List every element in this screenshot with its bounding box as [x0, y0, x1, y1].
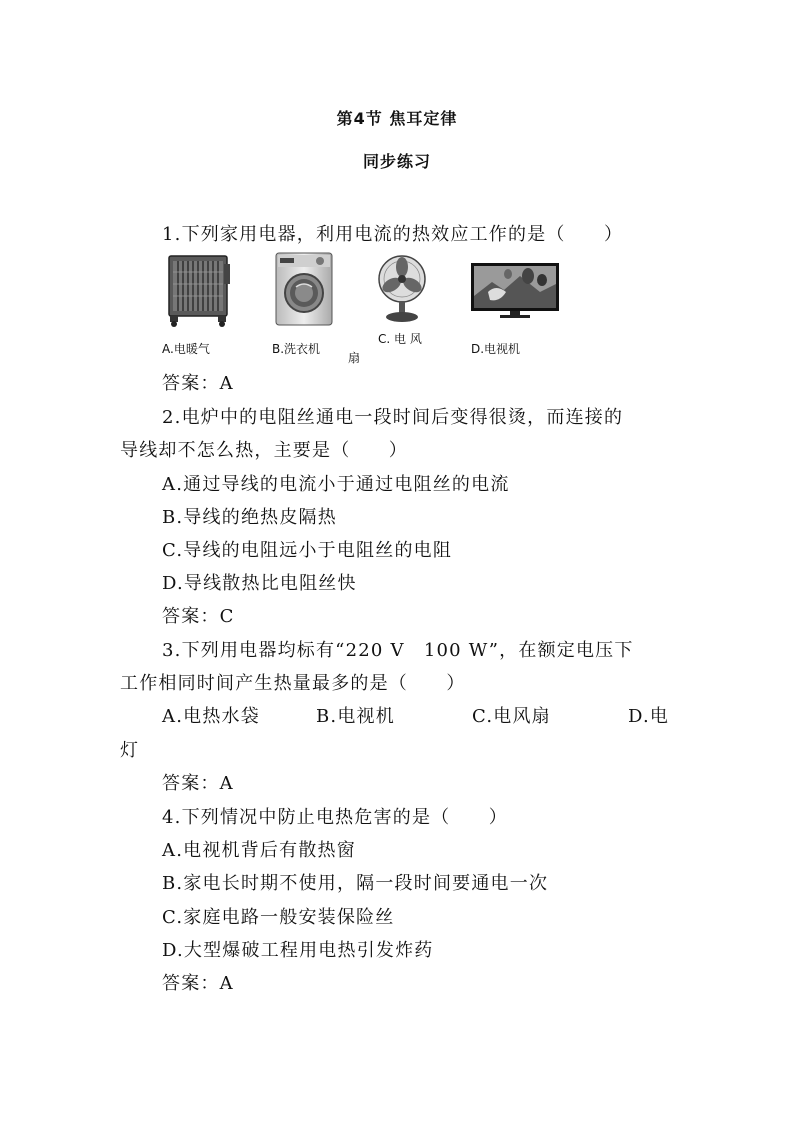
question-2-option-c: C.导线的电阻远小于电阻丝的电阻 [162, 540, 453, 561]
question-2-stem-line1: 2.电炉中的电阻丝通电一段时间后变得很烫，而连接的 [162, 407, 624, 428]
caption-c-line1: C. 电 风 [378, 332, 422, 346]
question-2-option-b: B.导线的绝热皮隔热 [162, 507, 337, 528]
question-4-option-c: C.家庭电路一般安装保险丝 [162, 907, 395, 928]
question-2-option-d: D.导线散热比电阻丝快 [162, 573, 357, 594]
caption-d: D.电视机 [471, 342, 521, 356]
question-3-option-b: B.电视机 [316, 706, 395, 727]
electric-heater-image [166, 252, 232, 328]
question-3-answer: 答案：A [162, 773, 234, 794]
page-subtitle: 同步练习 [362, 152, 431, 171]
question-3-option-c: C.电风扇 [472, 706, 551, 727]
question-3-stem-line1: 3.下列用电器均标有“220 V 100 W”，在额定电压下 [162, 640, 634, 661]
question-2-option-a: A.通过导线的电流小于通过电阻丝的电流 [162, 474, 510, 495]
question-1-stem: 1.下列家用电器，利用电流的热效应工作的是（ ） [162, 224, 624, 245]
page-title: 第4节 焦耳定律 [336, 109, 458, 128]
caption-a: A.电暖气 [162, 342, 210, 356]
question-4-option-d: D.大型爆破工程用电热引发炸药 [162, 940, 434, 961]
question-3-stem-line2: 工作相同时间产生热量最多的是（ ） [120, 673, 466, 694]
question-3-option-a: A.电热水袋 [162, 706, 260, 727]
washing-machine-image [274, 251, 336, 327]
question-3-option-d: D.电 [628, 706, 670, 727]
caption-b: B.洗衣机 [272, 342, 321, 356]
question-2-answer: 答案：C [162, 606, 235, 627]
question-4-answer: 答案：A [162, 973, 234, 994]
question-4-stem: 4.下列情况中防止电热危害的是（ ） [162, 807, 508, 828]
caption-c-line2: 扇 [348, 351, 361, 365]
question-4-option-a: A.电视机背后有散热窗 [162, 840, 356, 861]
question-1-answer: 答案：A [162, 373, 234, 394]
question-2-stem-line2: 导线却不怎么热，主要是（ ） [120, 440, 408, 461]
television-image [470, 262, 560, 320]
question-3-option-d-wrap: 灯 [120, 740, 140, 761]
question-4-option-b: B.家电长时期不使用，隔一段时间要通电一次 [162, 873, 549, 894]
electric-fan-image [374, 255, 430, 323]
